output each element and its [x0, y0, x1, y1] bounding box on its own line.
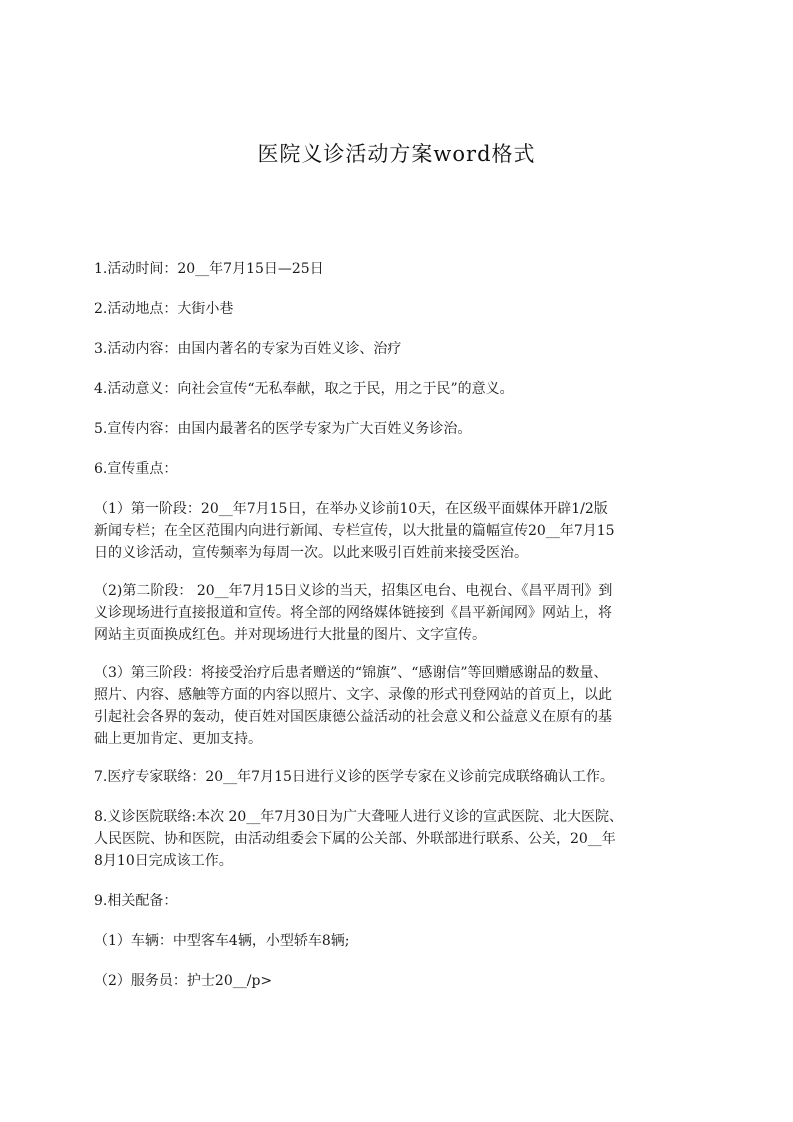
text-line: 7.医疗专家联络：20__年7月15日进行义诊的医学专家在义诊前完成联络确认工作。 [94, 769, 614, 785]
text-line: 新闻专栏；在全区范围内向进行新闻、专栏宣传，以大批量的篇幅宣传20__年7月15 [94, 523, 615, 539]
document-title: 医院义诊活动方案word格式 [257, 142, 536, 166]
item-hospital-contact [94, 806, 708, 872]
item-publicity-focus [94, 458, 708, 480]
text-line: （3）第三阶段：将接受治疗后患者赠送的“锦旗”、“感谢信”等回赠感谢品的数量、 [94, 665, 608, 681]
item-publicity-content [94, 418, 708, 440]
text-line: 9.相关配备： [94, 893, 178, 909]
item-activity-time [94, 258, 708, 280]
text-line: 4.活动意义：向社会宣传“无私奉献，取之于民，用之于民”的意义。 [94, 381, 514, 397]
item-activity-content [94, 338, 708, 360]
text-line: 6.宣传重点： [94, 461, 178, 477]
document-body [94, 258, 708, 1010]
text-line: 日的义诊活动，宣传频率为每周一次。以此来吸引百姓前来接受医治。 [94, 545, 528, 561]
text-line: 8.义诊医院联络:本次 20__年7月30日为广大聋哑人进行义诊的宣武医院、北大医院、 [94, 809, 624, 825]
item-vehicles [94, 930, 708, 952]
item-activity-meaning [94, 378, 708, 400]
item-phase-one [94, 498, 708, 564]
text-line: （1）车辆：中型客车4辆，小型轿车8辆; [94, 933, 350, 949]
item-phase-three [94, 662, 708, 750]
text-line: 引起社会各界的轰动，使百姓对国医康德公益活动的社会意义和公益意义在原有的基 [94, 709, 612, 725]
item-service-staff [94, 970, 708, 992]
text-line: 网站主页面换成红色。并对现场进行大批量的图片、文字宣传。 [94, 627, 486, 643]
item-phase-two [94, 580, 708, 646]
text-line: （2)第二阶段： 20__年7月15日义诊的当天，招集区电台、电视台、《昌平周刊》到 [94, 583, 613, 599]
text-line: 3.活动内容：由国内著名的专家为百姓义诊、治疗 [94, 341, 402, 357]
text-line: 人民医院、协和医院，由活动组委会下属的公关部、外联部进行联系、公关，20__年 [94, 831, 616, 847]
item-activity-location [94, 298, 708, 320]
text-line: 1.活动时间：20__年7月15日—25日 [94, 261, 324, 277]
text-line: 义诊现场进行直接报道和宣传。将全部的网络媒体链接到《昌平新闻网》网站上，将 [94, 605, 612, 621]
text-line: 5.宣传内容：由国内最著名的医学专家为广大百姓义务诊治。 [94, 421, 472, 437]
item-related-equipment [94, 890, 708, 912]
text-line: 8月10日完成该工作。 [94, 853, 233, 869]
text-line: 照片、内容、感触等方面的内容以照片、文字、录像的形式刊登网站的首页上，以此 [94, 687, 612, 703]
text-line: 2.活动地点：大街小巷 [94, 301, 234, 317]
item-expert-contact [94, 766, 708, 788]
text-line: 础上更加肯定、更加支持。 [94, 731, 262, 747]
text-line: （2）服务员：护士20__/p> [94, 973, 273, 989]
text-line: （1）第一阶段：20__年7月15日，在举办义诊前10天，在区级平面媒体开辟1/2版 [94, 501, 608, 517]
